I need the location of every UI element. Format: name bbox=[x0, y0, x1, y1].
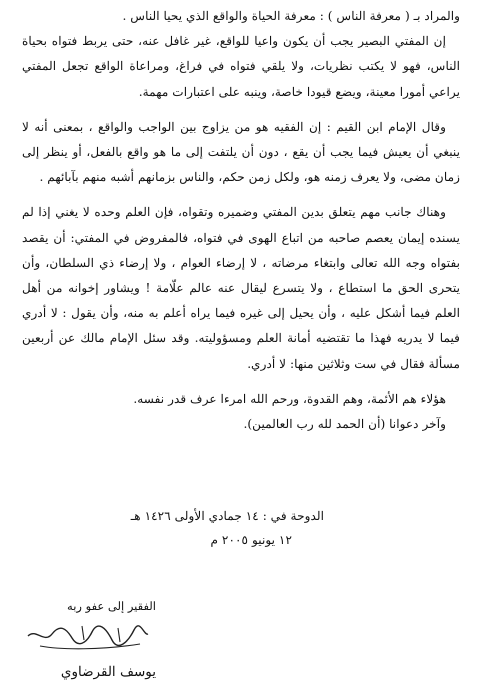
signature-closing: الفقير إلى عفو ربه bbox=[67, 599, 156, 613]
document-body bbox=[22, 4, 460, 437]
date-hijri: الدوحة في : ١٤ جمادي الأولى ١٤٢٦ هـ bbox=[130, 509, 324, 523]
paragraph-closing-prayer: وآخر دعوانا (أن الحمد لله رب العالمين). bbox=[243, 417, 446, 432]
paragraph-definition: والمراد بـ ( معرفة الناس ) : معرفة الحياة والواقع الذي يحيا الناس . bbox=[122, 9, 460, 23]
signature-printed-name: يوسف القرضاوي bbox=[60, 664, 156, 680]
paragraph-mufti-awareness: إن المفتي البصير يجب أن يكون واعيا للواقع، غير غافل عنه، حتى يربط فتواه بحياة الناس، فهو لا يكتب نظريات، ولا يلقي فتواه في فراغ، ومراعاة الواقع تجعل المفتي يراعي أمورا معينة، ويضع قيودا خاصة، وينبه على اعتبارات مهمة. bbox=[22, 34, 460, 99]
handwritten-signature bbox=[22, 622, 152, 652]
date-gregorian: ١٢ يونيو ٢٠٠٥ م bbox=[210, 533, 292, 547]
paragraph-imams: هؤلاء هم الأئمة، وهم القدوة، ورحم الله امرءا عرف قدر نفسه. bbox=[133, 391, 446, 406]
paragraph-ibn-qayyim: وقال الإمام ابن القيم : إن الفقيه هو من يزاوج بين الواجب والواقع ، بمعنى أنه لا ينبغي أن يعيش فيما يجب أن يقع ، دون أن يلتفت إلى ما هو واقع بالفعل، أو ينظر إلى زمان مضى، ولا يعرف زمنه هو، ولكل زمن حكم، والناس بزمانهم أشبه منهم بآبائهم . bbox=[22, 119, 460, 185]
paragraph-mufti-piety: وهناك جانب مهم يتعلق بدين المفتي وضميره وتقواه، فإن العلم وحده لا يغني إذا لم يسنده إيمان يعصم صاحبه من اتباع الهوى في فتواه، فالمفروض في المفتي: أن يقصد بفتواه وجه الله تعالى وابتغاء مرضاته ، لا إرضاء العوام ، ولا إرضاء ذي السلطان، وأن يتحرى الحق ما استطاع ، ولا يتسرع ليقال عنه عالم علّامة ! ويشاور إخوانه من أهل العلم فيما أشكل عليه ، وأن يحيل إلى غيره فيما يراه أعلم به منه، وأن يقول : لا أدري فيما لا يدريه فهذا ما تقتضيه أمانة العلم ومسؤوليته. وقد سئل الإمام مالك عن أربعين مسألة فقال في ست وثلاثين منها: لا أدري. bbox=[22, 205, 460, 371]
